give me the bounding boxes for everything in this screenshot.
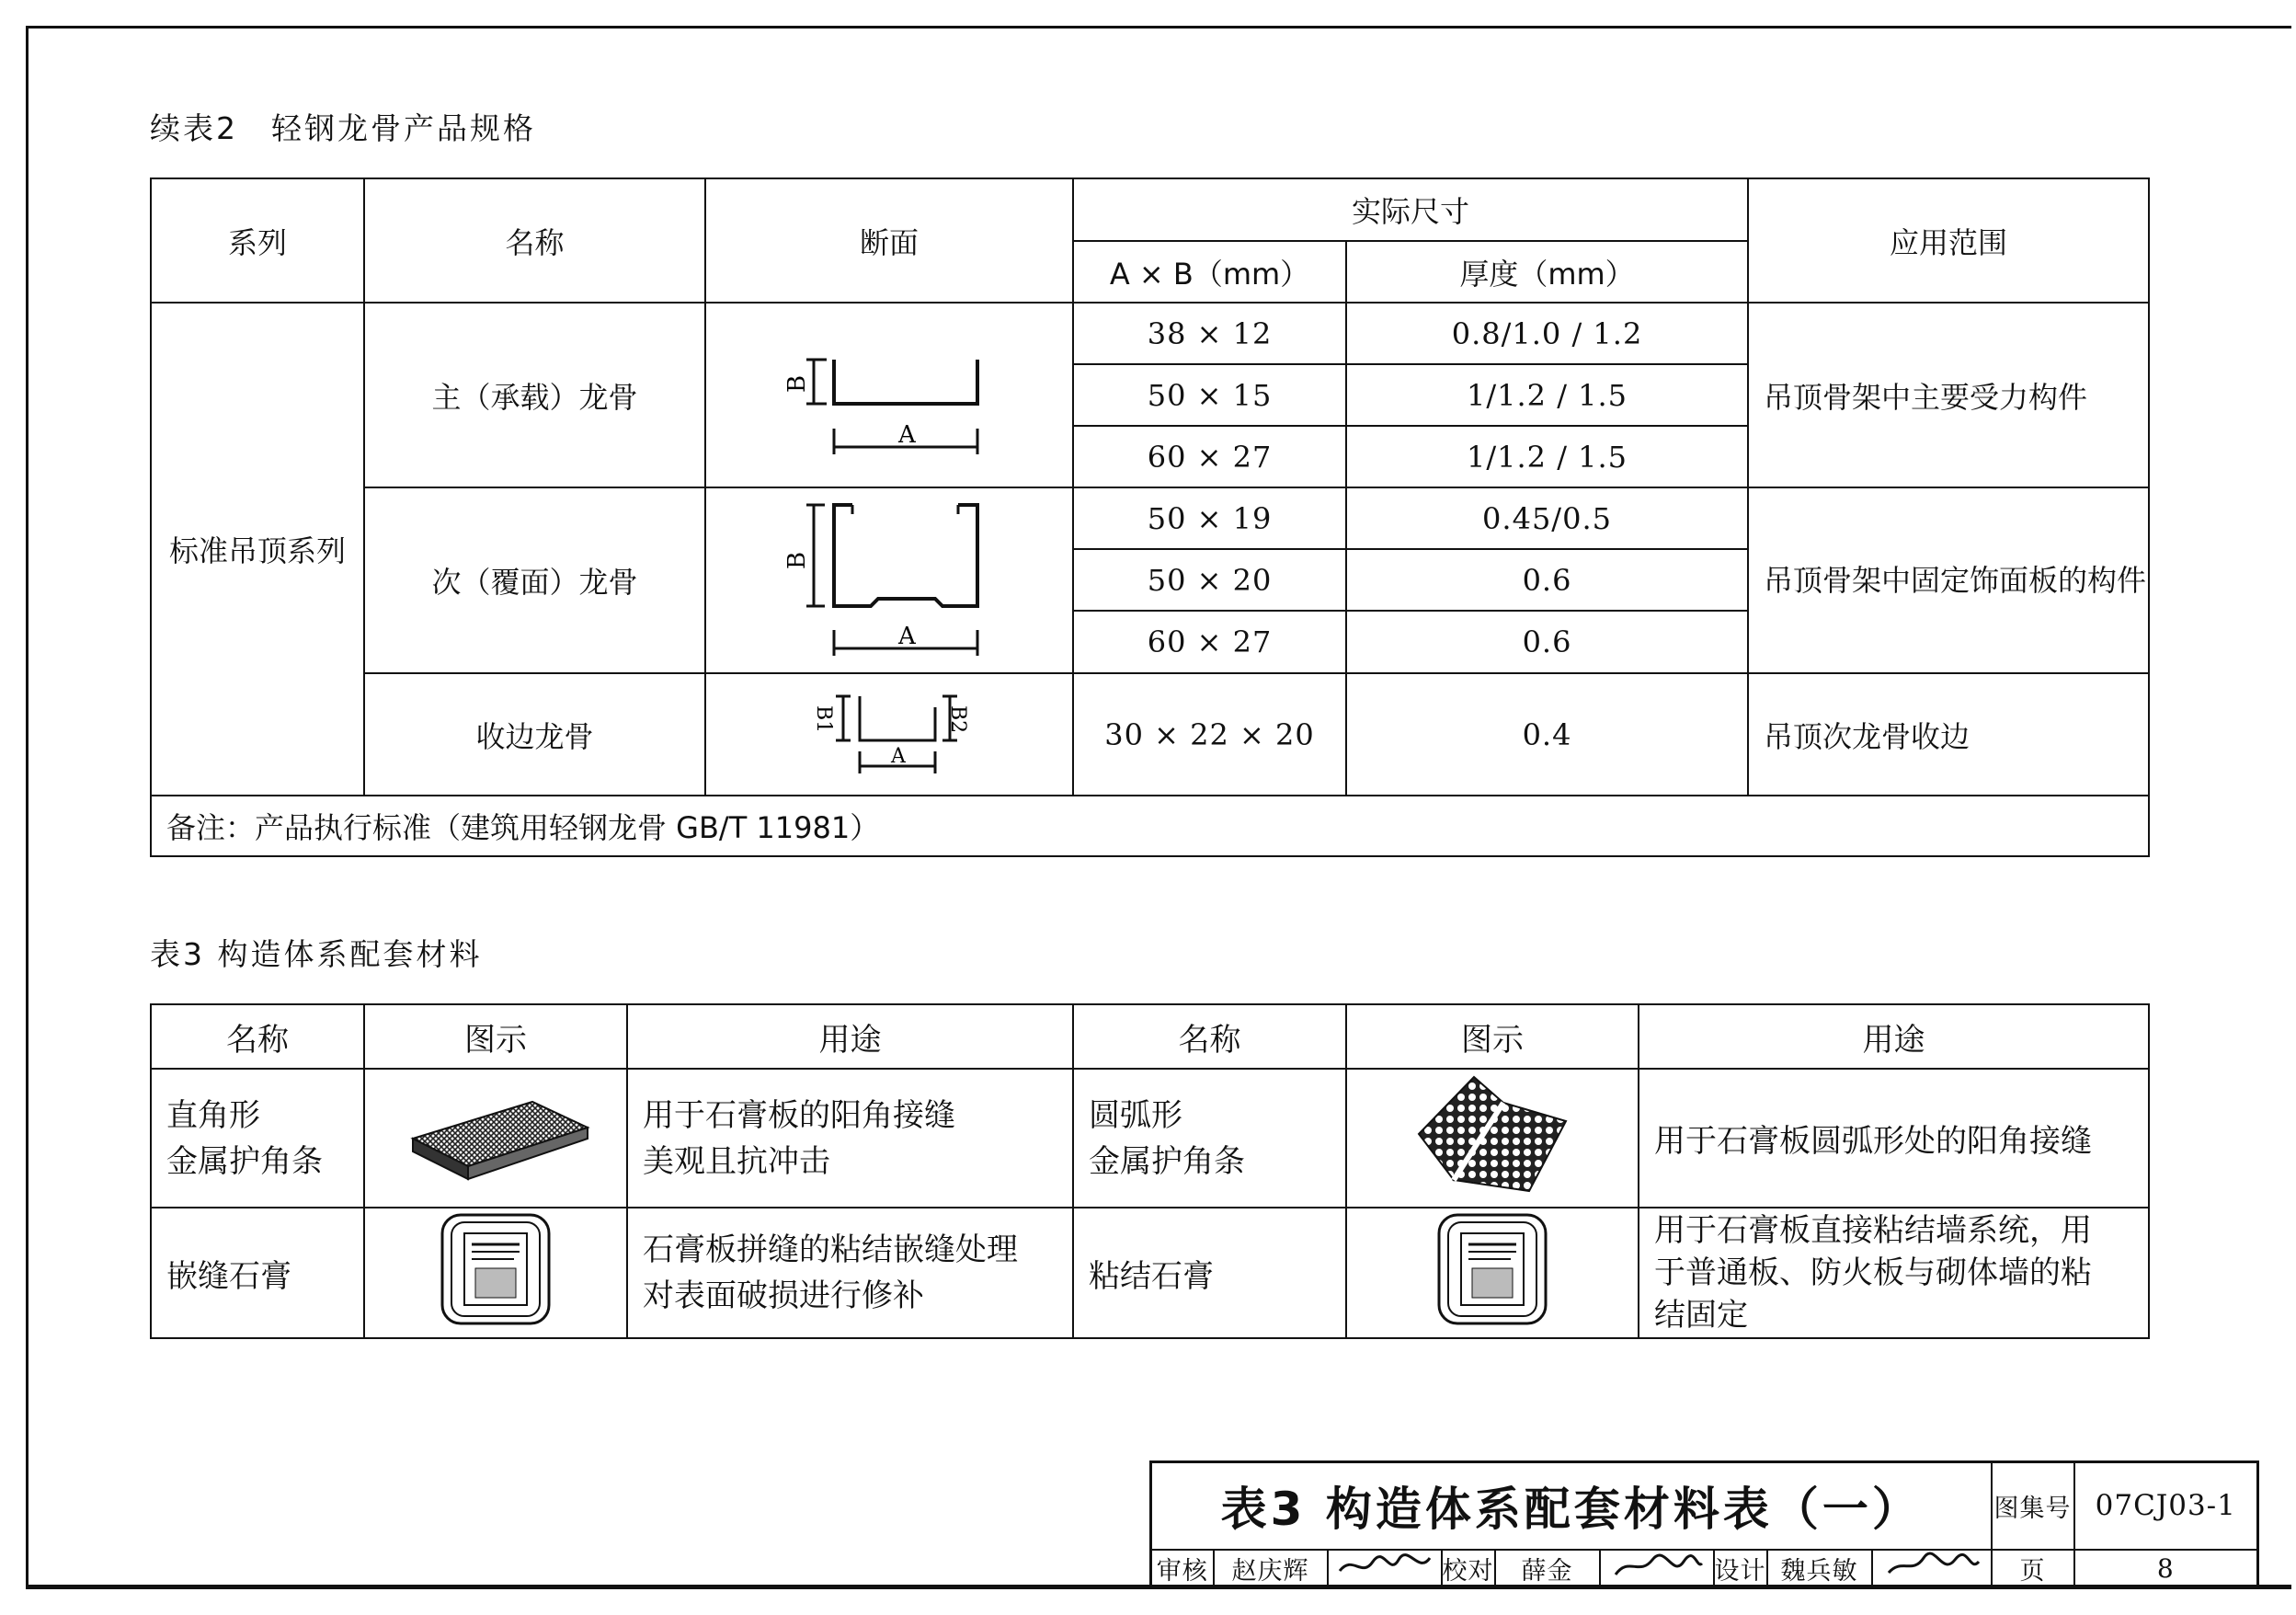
main-keel-section-icon xyxy=(770,323,1009,461)
designer-signature xyxy=(1872,1550,1992,1587)
atlas-label: 图集号 xyxy=(1992,1462,2074,1550)
keel-name-edge: 收边龙骨 xyxy=(364,673,705,796)
thickness-cell: 1/1.2 / 1.5 xyxy=(1346,364,1748,426)
edge-keel-section-icon xyxy=(797,676,981,786)
material-name: 粘结石膏 xyxy=(1073,1208,1346,1338)
header-thickness: 厚度（mm） xyxy=(1346,241,1748,303)
joint-plaster-bag-icon xyxy=(431,1209,560,1329)
table2-caption: 续表2 轻钢龙骨产品规格 xyxy=(150,110,536,146)
page-label: 页 xyxy=(1992,1550,2074,1587)
atlas-number: 07CJ03-1 xyxy=(2074,1462,2258,1550)
dim-label-a: A xyxy=(891,744,906,768)
header-series: 系列 xyxy=(151,178,364,303)
arc-corner-bead-icon xyxy=(1400,1070,1584,1198)
header-axb: A × B（mm） xyxy=(1073,241,1346,303)
thickness-cell: 0.4 xyxy=(1346,673,1748,796)
dim-label-b: B xyxy=(783,551,811,569)
keel-name-secondary: 次（覆面）龙骨 xyxy=(364,487,705,673)
thickness-cell: 1/1.2 / 1.5 xyxy=(1346,426,1748,487)
header-actual-size: 实际尺寸 xyxy=(1073,178,1748,241)
thickness-cell: 0.6 xyxy=(1346,611,1748,673)
scope-secondary: 吊顶骨架中固定饰面板的构件 xyxy=(1748,487,2149,673)
figure-cell xyxy=(364,1208,627,1338)
signature-icon xyxy=(1881,1551,1982,1582)
keel-name-main: 主（承载）龙骨 xyxy=(364,303,705,487)
figure-cell xyxy=(364,1069,627,1208)
sheet-title: 表3 构造体系配套材料表（一） xyxy=(1151,1462,1992,1550)
size-cell: 38 × 12 xyxy=(1073,303,1346,364)
dim-label-a: A xyxy=(898,420,916,449)
header-name: 名称 xyxy=(1073,1004,1346,1069)
header-figure: 图示 xyxy=(1346,1004,1639,1069)
series-name-cell: 标准吊顶系列 xyxy=(151,303,364,796)
material-name: 圆弧形 金属护角条 xyxy=(1073,1069,1346,1208)
thickness-cell: 0.6 xyxy=(1346,549,1748,611)
designer-name: 魏兵敏 xyxy=(1767,1550,1872,1587)
size-cell: 60 × 27 xyxy=(1073,426,1346,487)
keel-spec-table xyxy=(150,178,2150,857)
header-usage: 用途 xyxy=(1639,1004,2149,1069)
signature-icon xyxy=(1606,1551,1708,1582)
header-name: 名称 xyxy=(364,178,705,303)
header-scope: 应用范围 xyxy=(1748,178,2149,303)
dim-label-a: A xyxy=(898,622,916,650)
figure-cell xyxy=(1346,1069,1639,1208)
design-label: 设计 xyxy=(1714,1550,1767,1587)
size-cell: 50 × 15 xyxy=(1073,364,1346,426)
supporting-materials-table xyxy=(150,1003,2150,1339)
reviewer-name: 赵庆辉 xyxy=(1214,1550,1328,1587)
dim-label-b2: B2 xyxy=(946,704,969,733)
check-label: 校对 xyxy=(1442,1550,1495,1587)
section-diagram-secondary xyxy=(705,487,1073,673)
checker-signature xyxy=(1600,1550,1714,1587)
thickness-cell: 0.45/0.5 xyxy=(1346,487,1748,549)
figure-cell xyxy=(1346,1208,1639,1338)
section-diagram-main xyxy=(705,303,1073,487)
review-label: 审核 xyxy=(1151,1550,1214,1587)
thickness-cell: 0.8/1.0 / 1.2 xyxy=(1346,303,1748,364)
header-usage: 用途 xyxy=(627,1004,1073,1069)
material-name: 直角形 金属护角条 xyxy=(151,1069,364,1208)
section-diagram-edge xyxy=(705,673,1073,796)
title-block-table xyxy=(1149,1460,2259,1588)
right-angle-corner-bead-icon xyxy=(394,1083,597,1185)
table2-note: 备注：产品执行标准（建筑用轻钢龙骨 GB/T 11981） xyxy=(151,796,2149,856)
scope-edge: 吊顶次龙骨收边 xyxy=(1748,673,2149,796)
material-name: 嵌缝石膏 xyxy=(151,1208,364,1338)
dim-label-b: B xyxy=(783,374,811,393)
material-usage: 用于石膏板直接粘结墙系统，用 于普通板、防火板与砌体墙的粘 结固定 xyxy=(1639,1208,2149,1338)
signature-icon xyxy=(1334,1551,1435,1582)
size-cell: 50 × 20 xyxy=(1073,549,1346,611)
page-number: 8 xyxy=(2074,1550,2258,1587)
reviewer-signature xyxy=(1328,1550,1442,1587)
dim-label-b1: B1 xyxy=(812,704,835,733)
checker-name: 薛金 xyxy=(1495,1550,1600,1587)
material-usage: 石膏板拼缝的粘结嵌缝处理 对表面破损进行修补 xyxy=(627,1208,1073,1338)
header-figure: 图示 xyxy=(364,1004,627,1069)
header-name: 名称 xyxy=(151,1004,364,1069)
bonding-plaster-bag-icon xyxy=(1428,1209,1557,1329)
material-usage: 用于石膏板圆弧形处的阳角接缝 xyxy=(1639,1069,2149,1208)
header-section: 断面 xyxy=(705,178,1073,303)
material-usage: 用于石膏板的阳角接缝 美观且抗冲击 xyxy=(627,1069,1073,1208)
title-block xyxy=(1149,1460,2291,1585)
table3-caption: 表3 构造体系配套材料 xyxy=(150,936,483,972)
scope-main: 吊顶骨架中主要受力构件 xyxy=(1748,303,2149,487)
size-cell: 50 × 19 xyxy=(1073,487,1346,549)
size-cell: 30 × 22 × 20 xyxy=(1073,673,1346,796)
size-cell: 60 × 27 xyxy=(1073,611,1346,673)
secondary-keel-section-icon xyxy=(770,492,1009,662)
